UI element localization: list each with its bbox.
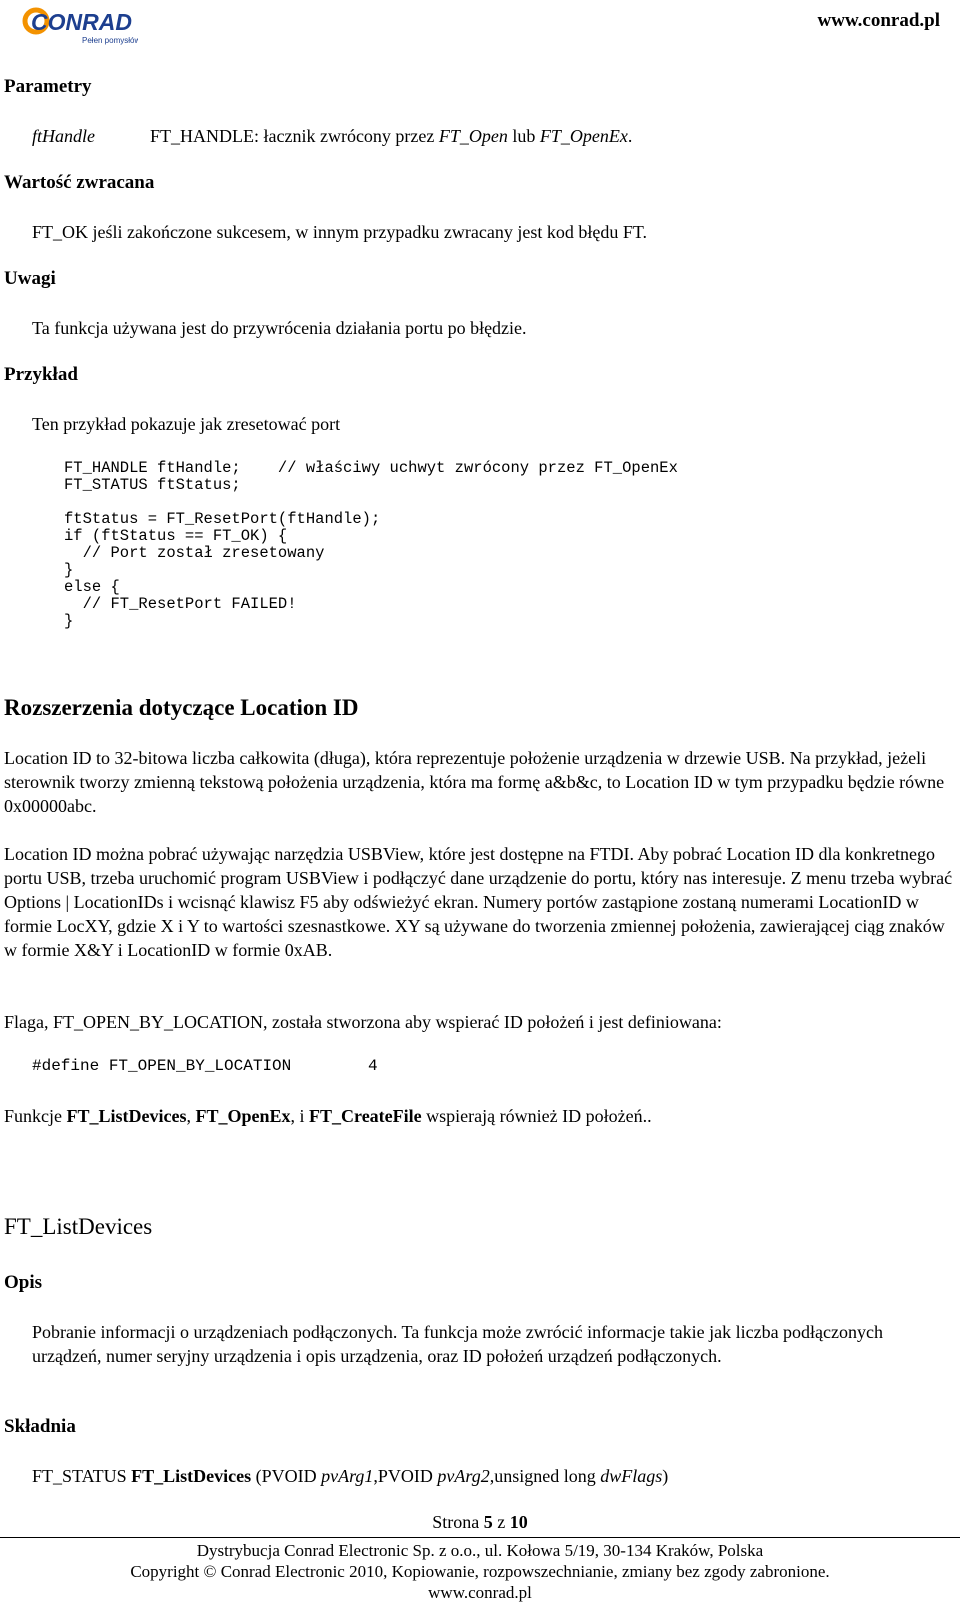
syntax-arg-3: dwFlags — [600, 1466, 663, 1486]
location-para-2: Location ID można pobrać używając narzędzia USBView, które jest dostępne na FTDI. Aby pobrać Location ID dla konkretnego portu USB, trzeba uruchomić program USBView i podłączyć dane urządzenie do portu, który nas interesuje. Z menu trzeba wybrać Options | LocationIDs i wcisnąć klawisz F5 aby odświeżyć ekran. Numery portów zastąpione zostaną numerami LocationID w formie LocXY, gdzie X i Y to wartości szesnastkowe. XY są używane do tworzenia zmiennej położenia, zawierającej ciąg znaków w formie X&Y i LocationID w formie 0xAB. — [4, 844, 953, 960]
listdevices-heading: FT_ListDevices — [4, 1214, 153, 1239]
syntax-return-type: FT_STATUS — [32, 1466, 132, 1486]
code-line: } — [64, 612, 74, 630]
return-text: FT_OK jeśli zakończone sukcesem, w innym przypadku zwracany jest kod błędu FT. — [32, 222, 648, 242]
code-line: FT_STATUS ftStatus; — [64, 476, 241, 494]
param-desc-or: lub — [507, 126, 540, 146]
param-desc — [150, 124, 632, 148]
listdevices-desc: Pobranie informacji o urządzeniach podłączonych. Ta funkcja może zwrócić informacje takie jak liczba podłączonych urządzeń, numer seryjny urządzenia i opis urządzenia, oraz ID położeń urządzeń podłączonych. — [32, 1322, 884, 1366]
para4-openex: FT_OpenEx — [195, 1106, 291, 1126]
desc-heading: Opis — [4, 1272, 43, 1293]
define-code: #define FT_OPEN_BY_LOCATION 4 — [32, 1057, 378, 1075]
footer-divider — [0, 1537, 960, 1538]
page-of: z — [492, 1512, 510, 1532]
syntax-arg-1: pvArg1 — [321, 1466, 374, 1486]
example-intro: Ten przykład pokazuje jak zresetować port — [32, 414, 341, 434]
para4-end: wspierają również ID położeń.. — [421, 1106, 652, 1126]
conrad-logo — [22, 6, 138, 46]
param-desc-ftopenex: FT_OpenEx — [539, 126, 628, 146]
header-url: www.conrad.pl — [817, 10, 940, 31]
syntax-text: ) — [662, 1466, 669, 1486]
code-line: ftStatus = FT_ResetPort(ftHandle); — [64, 510, 381, 528]
syntax-line — [32, 1464, 668, 1488]
para4-sep: , — [186, 1106, 196, 1126]
notes-text: Ta funkcja używana jest do przywrócenia działania portu po błędzie. — [32, 318, 527, 338]
para4-text: Funkcje — [4, 1106, 67, 1126]
notes-heading: Uwagi — [4, 268, 56, 289]
page-total: 10 — [509, 1512, 528, 1532]
code-line: } — [64, 561, 74, 579]
page-indicator — [0, 1512, 960, 1533]
code-line — [64, 494, 678, 511]
logo-wordmark: CONRAD — [31, 9, 132, 35]
para4-createfile: FT_CreateFile — [309, 1106, 422, 1126]
code-line: else { — [64, 578, 120, 596]
page-current: 5 — [483, 1512, 493, 1532]
code-line: // FT_ResetPort FAILED! — [64, 595, 297, 613]
syntax-function-name: FT_ListDevices — [131, 1466, 252, 1486]
logo-tagline: Pełen pomysłów — [82, 36, 138, 45]
example-code-block — [64, 460, 678, 630]
page-label: Strona — [432, 1512, 484, 1532]
location-para-1: Location ID to 32-bitowa liczba całkowita (długa), która reprezentuje położenie urządzenia w drzewie USB. Na przykład, jeżeli sterownik tworzy zmienną tekstową położenia urządzenia, która ma formę a&b&c, to Location ID w tym przypadku będzie równe 0x00000abc. — [4, 748, 945, 816]
syntax-text: ,PVOID — [373, 1466, 438, 1486]
syntax-text: ,unsigned long — [489, 1466, 601, 1486]
para4-listdevices: FT_ListDevices — [66, 1106, 187, 1126]
example-heading: Przykład — [4, 364, 78, 385]
code-line: if (ftStatus == FT_OK) { — [64, 527, 288, 545]
location-heading: Rozszerzenia dotyczące Location ID — [4, 695, 359, 720]
syntax-heading: Składnia — [4, 1416, 76, 1437]
param-name: ftHandle — [32, 126, 95, 146]
location-para-3: Flaga, FT_OPEN_BY_LOCATION, została stworzona aby wspierać ID położeń i jest definiowana: — [4, 1012, 722, 1032]
param-desc-ftopen: FT_Open — [438, 126, 508, 146]
syntax-arg-2: pvArg2 — [437, 1466, 490, 1486]
para4-sep: , i — [290, 1106, 310, 1126]
logo-graphic — [22, 6, 138, 46]
param-desc-text: FT_HANDLE: łacznik zwrócony przez — [150, 126, 439, 146]
footer-line-2: Copyright © Conrad Electronic 2010, Kopiowanie, rozpowszechnianie, zmiany bez zgody zabronione. — [130, 1562, 830, 1581]
code-line: FT_HANDLE ftHandle; // właściwy uchwyt zwrócony przez FT_OpenEx — [64, 459, 678, 477]
footer-url: www.conrad.pl — [428, 1583, 532, 1602]
params-heading: Parametry — [4, 76, 92, 97]
param-desc-end: . — [627, 126, 633, 146]
syntax-text: (PVOID — [251, 1466, 322, 1486]
code-line: // Port został zresetowany — [64, 544, 325, 562]
location-para-4 — [4, 1104, 954, 1128]
return-heading: Wartość zwracana — [4, 172, 155, 193]
footer-line-1: Dystrybucja Conrad Electronic Sp. z o.o., ul. Kołowa 5/19, 30-134 Kraków, Polska — [196, 1541, 764, 1560]
